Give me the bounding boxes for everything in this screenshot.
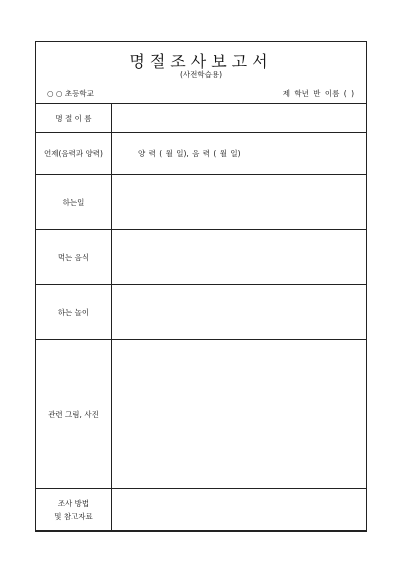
- label-food: 먹는 음식: [36, 230, 112, 285]
- label-date: 언제(음력과 양력): [36, 133, 112, 175]
- report-sheet: [35, 41, 367, 531]
- field-holiday-name[interactable]: [112, 104, 367, 133]
- field-date[interactable]: 양 력 ( 월 일), 음 력 ( 월 일): [112, 133, 367, 175]
- report-title: 명절조사보고서: [129, 52, 273, 71]
- row-games: [36, 285, 367, 340]
- label-method: 조사 방법 및 참고자료: [36, 489, 112, 532]
- field-games[interactable]: [112, 285, 367, 340]
- row-pictures: [36, 340, 367, 489]
- label-pictures: 관련 그림, 사진: [36, 340, 112, 489]
- field-pictures[interactable]: [112, 340, 367, 489]
- label-holiday-name: 명 절 이 름: [36, 104, 112, 133]
- row-method: [36, 489, 367, 532]
- field-method[interactable]: [112, 489, 367, 532]
- label-games: 하는 놀이: [36, 285, 112, 340]
- field-activities[interactable]: [112, 175, 367, 230]
- student-info: 제 학년 반 이름 ( ): [282, 89, 354, 98]
- report-subtitle: (사전학습용): [179, 70, 223, 79]
- school-name: ○ ○ 초등학교: [47, 89, 94, 98]
- label-activities: 하는일: [36, 175, 112, 230]
- report-header: [36, 42, 366, 103]
- row-food: [36, 230, 367, 285]
- row-date: [36, 133, 367, 175]
- row-holiday-name: [36, 104, 367, 133]
- row-activities: [36, 175, 367, 230]
- report-table: [35, 103, 367, 532]
- field-food[interactable]: [112, 230, 367, 285]
